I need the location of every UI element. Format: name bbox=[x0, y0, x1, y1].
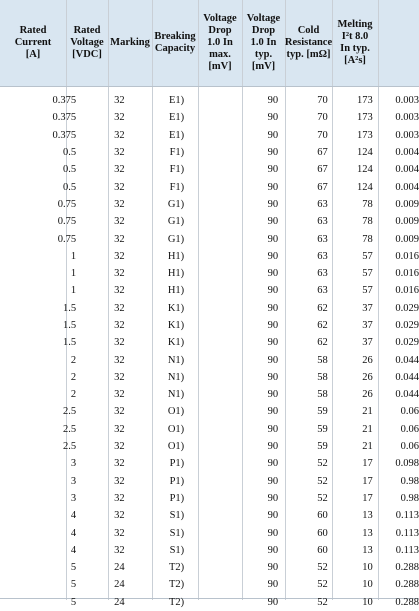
cell-breaking-capacity: 1) bbox=[175, 492, 185, 504]
cell-breaking-capacity: 1) bbox=[175, 371, 185, 383]
cell-voltage-drop-typ: 67 bbox=[317, 147, 328, 159]
table-row bbox=[0, 213, 419, 230]
header-rated-current: Rated Current [A] bbox=[14, 25, 52, 60]
cell-marking: G bbox=[167, 216, 176, 228]
cell-rated-current: 3 bbox=[70, 458, 77, 470]
cell-rated-voltage: 32 bbox=[114, 112, 125, 124]
cell-melting-i2t: 0.003 bbox=[395, 129, 419, 141]
cell-voltage-drop-max: 90 bbox=[267, 198, 279, 210]
cell-melting-i2t: 0.113 bbox=[395, 544, 419, 556]
cell-breaking-capacity: 1) bbox=[175, 406, 185, 418]
cell-voltage-drop-max: 90 bbox=[267, 596, 279, 608]
cell-voltage-drop-typ: 63 bbox=[317, 198, 328, 210]
cell-voltage-drop-max: 90 bbox=[267, 371, 279, 383]
table-row bbox=[0, 317, 419, 334]
cell-marking: E bbox=[169, 112, 176, 124]
cell-breaking-capacity: 1) bbox=[175, 285, 185, 297]
cell-voltage-drop-max: 90 bbox=[267, 250, 279, 262]
cell-voltage-drop-typ: 70 bbox=[317, 95, 328, 107]
cell-voltage-drop-typ: 63 bbox=[317, 268, 328, 280]
cell-cold-resistance: 37 bbox=[362, 337, 373, 349]
cell-voltage-drop-typ: 62 bbox=[317, 302, 328, 314]
cell-rated-voltage: 32 bbox=[114, 441, 125, 453]
cell-cold-resistance: 13 bbox=[362, 544, 373, 556]
cell-voltage-drop-max: 90 bbox=[267, 147, 279, 159]
cell-rated-voltage: 32 bbox=[114, 233, 125, 245]
cell-cold-resistance: 173 bbox=[357, 112, 373, 124]
cell-rated-current: 3 bbox=[70, 492, 77, 504]
cell-cold-resistance: 173 bbox=[357, 95, 373, 107]
cell-rated-current: 1 bbox=[70, 268, 77, 280]
cell-melting-i2t: 0.016 bbox=[395, 268, 419, 280]
fuse-data-table bbox=[0, 92, 419, 611]
cell-melting-i2t: 0.044 bbox=[395, 354, 419, 366]
cell-rated-voltage: 32 bbox=[114, 423, 125, 435]
cell-rated-voltage: 32 bbox=[114, 544, 125, 556]
cell-rated-current: 0.375 bbox=[52, 129, 77, 141]
cell-voltage-drop-typ: 52 bbox=[317, 596, 328, 608]
cell-rated-voltage: 32 bbox=[114, 371, 125, 383]
table-row bbox=[0, 161, 419, 178]
cell-cold-resistance: 26 bbox=[362, 389, 373, 401]
cell-voltage-drop-typ: 63 bbox=[317, 285, 328, 297]
cell-rated-current: 1 bbox=[70, 250, 77, 262]
header-voltage-drop-typ: Voltage Drop 1.0 In typ. [mV] bbox=[246, 13, 281, 72]
cell-cold-resistance: 78 bbox=[362, 216, 373, 228]
cell-voltage-drop-max: 90 bbox=[267, 233, 279, 245]
cell-rated-voltage: 32 bbox=[114, 250, 125, 262]
cell-rated-current: 1.5 bbox=[63, 320, 77, 331]
cell-voltage-drop-max: 90 bbox=[267, 302, 279, 314]
cell-voltage-drop-max: 90 bbox=[267, 164, 279, 176]
cell-breaking-capacity: 1) bbox=[175, 389, 185, 401]
cell-rated-current: 1 bbox=[70, 285, 77, 297]
cell-melting-i2t: 0.98 bbox=[400, 492, 419, 504]
cell-rated-voltage: 32 bbox=[114, 510, 125, 522]
cell-breaking-capacity: 1) bbox=[175, 233, 185, 245]
cell-cold-resistance: 78 bbox=[362, 198, 373, 210]
cell-melting-i2t: 0.004 bbox=[395, 181, 419, 193]
cell-voltage-drop-typ: 70 bbox=[317, 112, 328, 124]
cell-voltage-drop-max: 90 bbox=[267, 337, 279, 349]
cell-breaking-capacity: 1) bbox=[175, 544, 185, 556]
cell-voltage-drop-typ: 52 bbox=[317, 579, 328, 591]
cell-voltage-drop-typ: 63 bbox=[317, 250, 328, 262]
cell-rated-voltage: 32 bbox=[114, 527, 125, 539]
table-row bbox=[0, 594, 419, 611]
cell-cold-resistance: 10 bbox=[362, 596, 373, 608]
cell-voltage-drop-typ: 58 bbox=[317, 371, 328, 383]
cell-marking: S bbox=[169, 544, 176, 556]
cell-rated-voltage: 32 bbox=[114, 268, 125, 280]
cell-cold-resistance: 57 bbox=[362, 268, 373, 280]
header-breaking-capacity: Breaking Capacity bbox=[154, 31, 196, 54]
cell-voltage-drop-typ: 59 bbox=[317, 406, 328, 418]
cell-cold-resistance: 13 bbox=[362, 510, 373, 522]
header-marking: Marking bbox=[110, 37, 150, 48]
cell-cold-resistance: 37 bbox=[362, 302, 373, 314]
cell-breaking-capacity: 1) bbox=[175, 320, 185, 331]
cell-cold-resistance: 10 bbox=[362, 562, 373, 574]
cell-cold-resistance: 21 bbox=[362, 423, 373, 435]
table-row bbox=[0, 386, 419, 403]
cell-rated-voltage: 32 bbox=[114, 302, 125, 314]
cell-voltage-drop-typ: 60 bbox=[317, 510, 328, 522]
cell-voltage-drop-max: 90 bbox=[267, 354, 279, 366]
cell-rated-current: 2.5 bbox=[63, 423, 77, 435]
cell-voltage-drop-typ: 52 bbox=[317, 475, 328, 487]
cell-rated-current: 0.75 bbox=[57, 198, 77, 210]
cell-marking: T bbox=[169, 596, 176, 608]
cell-rated-current: 4 bbox=[70, 510, 77, 522]
cell-breaking-capacity: 2) bbox=[175, 596, 185, 608]
header-divider bbox=[0, 86, 419, 87]
table-row bbox=[0, 265, 419, 282]
cell-breaking-capacity: 1) bbox=[175, 510, 185, 522]
header-cold-resistance: Cold Resistance typ. [mΩ] bbox=[284, 25, 333, 60]
cell-melting-i2t: 0.06 bbox=[400, 423, 419, 435]
cell-rated-voltage: 32 bbox=[114, 95, 125, 107]
cell-breaking-capacity: 1) bbox=[175, 250, 185, 262]
cell-voltage-drop-max: 90 bbox=[267, 441, 279, 453]
table-row bbox=[0, 507, 419, 524]
cell-voltage-drop-max: 90 bbox=[267, 544, 279, 556]
cell-marking: E bbox=[169, 95, 176, 107]
cell-voltage-drop-typ: 67 bbox=[317, 164, 328, 176]
cell-cold-resistance: 17 bbox=[362, 492, 373, 504]
cell-voltage-drop-max: 90 bbox=[267, 129, 279, 141]
table-row bbox=[0, 455, 419, 472]
cell-rated-current: 0.5 bbox=[63, 164, 77, 176]
cell-breaking-capacity: 1) bbox=[175, 147, 185, 159]
cell-breaking-capacity: 1) bbox=[175, 181, 185, 193]
table-body bbox=[0, 92, 419, 611]
cell-cold-resistance: 124 bbox=[357, 164, 373, 176]
cell-marking: G bbox=[167, 198, 176, 210]
table-row bbox=[0, 490, 419, 507]
cell-voltage-drop-typ: 52 bbox=[317, 562, 328, 574]
cell-voltage-drop-max: 90 bbox=[267, 268, 279, 280]
cell-marking: H bbox=[167, 250, 176, 262]
cell-cold-resistance: 78 bbox=[362, 233, 373, 245]
header-rated-voltage: Rated Voltage [VDC] bbox=[70, 25, 104, 60]
cell-voltage-drop-typ: 60 bbox=[317, 544, 328, 556]
cell-breaking-capacity: 1) bbox=[175, 198, 185, 210]
cell-melting-i2t: 0.029 bbox=[395, 337, 419, 349]
cell-rated-voltage: 32 bbox=[114, 458, 125, 470]
cell-melting-i2t: 0.06 bbox=[400, 441, 419, 453]
cell-melting-i2t: 0.004 bbox=[395, 164, 419, 176]
table-row bbox=[0, 144, 419, 161]
cell-voltage-drop-max: 90 bbox=[267, 579, 279, 591]
header-voltage-drop-max: Voltage Drop 1.0 In max. [mV] bbox=[203, 13, 237, 72]
cell-voltage-drop-max: 90 bbox=[267, 285, 279, 297]
table-row bbox=[0, 92, 419, 109]
cell-rated-current: 4 bbox=[70, 527, 77, 539]
cell-breaking-capacity: 1) bbox=[175, 164, 185, 176]
cell-marking: O bbox=[167, 441, 176, 453]
table-row bbox=[0, 369, 419, 386]
cell-rated-voltage: 24 bbox=[114, 562, 125, 574]
cell-voltage-drop-typ: 52 bbox=[317, 458, 328, 470]
cell-rated-current: 0.375 bbox=[52, 95, 77, 107]
cell-voltage-drop-typ: 59 bbox=[317, 441, 328, 453]
cell-rated-current: 0.5 bbox=[63, 147, 77, 159]
cell-melting-i2t: 0.06 bbox=[400, 406, 419, 418]
cell-marking: F bbox=[169, 164, 176, 176]
cell-voltage-drop-max: 90 bbox=[267, 389, 279, 401]
table-row bbox=[0, 282, 419, 299]
table-row bbox=[0, 524, 419, 541]
cell-rated-voltage: 32 bbox=[114, 492, 125, 504]
cell-rated-voltage: 32 bbox=[114, 129, 125, 141]
table-row bbox=[0, 576, 419, 593]
cell-melting-i2t: 0.044 bbox=[395, 389, 419, 401]
cell-rated-current: 4 bbox=[70, 544, 77, 556]
cell-voltage-drop-max: 90 bbox=[267, 458, 279, 470]
cell-voltage-drop-typ: 60 bbox=[317, 527, 328, 539]
cell-marking: G bbox=[167, 233, 176, 245]
cell-marking: S bbox=[169, 510, 176, 522]
cell-marking: K bbox=[167, 337, 176, 349]
cell-marking: E bbox=[169, 129, 176, 141]
cell-cold-resistance: 17 bbox=[362, 475, 373, 487]
cell-cold-resistance: 13 bbox=[362, 527, 373, 539]
cell-rated-voltage: 32 bbox=[114, 285, 125, 297]
cell-rated-voltage: 32 bbox=[114, 164, 125, 176]
cell-breaking-capacity: 1) bbox=[175, 354, 185, 366]
table-row bbox=[0, 334, 419, 351]
cell-voltage-drop-typ: 58 bbox=[317, 354, 328, 366]
cell-marking: T bbox=[169, 579, 176, 591]
cell-voltage-drop-max: 90 bbox=[267, 95, 279, 107]
cell-rated-current: 0.5 bbox=[63, 181, 77, 193]
cell-marking: S bbox=[169, 527, 176, 539]
cell-cold-resistance: 26 bbox=[362, 371, 373, 383]
cell-voltage-drop-typ: 63 bbox=[317, 216, 328, 228]
cell-marking: N bbox=[167, 354, 176, 366]
cell-rated-voltage: 32 bbox=[114, 198, 125, 210]
cell-rated-current: 2 bbox=[70, 354, 77, 366]
cell-rated-voltage: 32 bbox=[114, 337, 125, 349]
cell-voltage-drop-max: 90 bbox=[267, 181, 279, 193]
cell-melting-i2t: 0.029 bbox=[395, 320, 419, 331]
cell-rated-current: 0.75 bbox=[57, 233, 77, 245]
cell-marking: P bbox=[169, 475, 176, 487]
table-row bbox=[0, 178, 419, 195]
cell-rated-voltage: 24 bbox=[114, 579, 125, 591]
cell-rated-current: 1.5 bbox=[63, 337, 77, 349]
cell-melting-i2t: 0.004 bbox=[395, 147, 419, 159]
cell-rated-voltage: 32 bbox=[114, 320, 125, 331]
cell-rated-current: 5 bbox=[70, 562, 77, 574]
table-row bbox=[0, 473, 419, 490]
cell-marking: O bbox=[167, 406, 176, 418]
cell-melting-i2t: 0.003 bbox=[395, 95, 419, 107]
table-row bbox=[0, 300, 419, 317]
cell-marking: K bbox=[167, 320, 176, 331]
cell-melting-i2t: 0.98 bbox=[400, 475, 419, 487]
cell-voltage-drop-max: 90 bbox=[267, 527, 279, 539]
cell-cold-resistance: 37 bbox=[362, 320, 373, 331]
cell-breaking-capacity: 1) bbox=[175, 475, 185, 487]
cell-rated-voltage: 32 bbox=[114, 389, 125, 401]
cell-cold-resistance: 124 bbox=[357, 147, 373, 159]
cell-rated-current: 1.5 bbox=[63, 302, 77, 314]
cell-voltage-drop-typ: 63 bbox=[317, 233, 328, 245]
cell-breaking-capacity: 1) bbox=[175, 268, 185, 280]
cell-rated-voltage: 32 bbox=[114, 216, 125, 228]
cell-rated-current: 5 bbox=[70, 579, 77, 591]
cell-rated-voltage: 32 bbox=[114, 147, 125, 159]
table-row bbox=[0, 421, 419, 438]
cell-voltage-drop-max: 90 bbox=[267, 320, 279, 331]
table-row bbox=[0, 248, 419, 265]
cell-breaking-capacity: 1) bbox=[175, 216, 185, 228]
table-row bbox=[0, 127, 419, 144]
cell-rated-voltage: 24 bbox=[114, 596, 125, 608]
table-row bbox=[0, 542, 419, 559]
cell-cold-resistance: 17 bbox=[362, 458, 373, 470]
header-melting-i2t: Melting I²t 8.0 In typ. [A²s] bbox=[337, 19, 373, 66]
cell-melting-i2t: 0.098 bbox=[395, 458, 419, 470]
cell-marking: N bbox=[167, 371, 176, 383]
cell-melting-i2t: 0.009 bbox=[395, 198, 419, 210]
cell-melting-i2t: 0.113 bbox=[395, 510, 419, 522]
cell-breaking-capacity: 1) bbox=[175, 337, 185, 349]
cell-voltage-drop-typ: 58 bbox=[317, 389, 328, 401]
cell-marking: O bbox=[167, 423, 176, 435]
cell-rated-voltage: 32 bbox=[114, 181, 125, 193]
cell-cold-resistance: 57 bbox=[362, 285, 373, 297]
cell-rated-current: 2 bbox=[70, 371, 77, 383]
cell-breaking-capacity: 1) bbox=[175, 95, 185, 107]
cell-voltage-drop-max: 90 bbox=[267, 510, 279, 522]
cell-marking: T bbox=[169, 562, 176, 574]
cell-breaking-capacity: 1) bbox=[175, 112, 185, 124]
table-row bbox=[0, 559, 419, 576]
cell-voltage-drop-typ: 62 bbox=[317, 337, 328, 349]
cell-melting-i2t: 0.288 bbox=[395, 562, 419, 574]
cell-breaking-capacity: 1) bbox=[175, 458, 185, 470]
cell-marking: P bbox=[169, 458, 176, 470]
cell-marking: H bbox=[167, 268, 176, 280]
cell-melting-i2t: 0.016 bbox=[395, 285, 419, 297]
cell-melting-i2t: 0.029 bbox=[395, 302, 419, 314]
cell-breaking-capacity: 1) bbox=[175, 527, 185, 539]
cell-voltage-drop-typ: 70 bbox=[317, 129, 328, 141]
cell-rated-current: 0.75 bbox=[57, 216, 77, 228]
table-row bbox=[0, 438, 419, 455]
cell-voltage-drop-typ: 62 bbox=[317, 320, 328, 331]
cell-rated-voltage: 32 bbox=[114, 475, 125, 487]
table-row bbox=[0, 230, 419, 247]
cell-melting-i2t: 0.003 bbox=[395, 112, 419, 124]
table-row bbox=[0, 351, 419, 368]
cell-cold-resistance: 57 bbox=[362, 250, 373, 262]
cell-breaking-capacity: 2) bbox=[175, 579, 185, 591]
cell-rated-current: 5 bbox=[70, 596, 77, 608]
cell-rated-voltage: 32 bbox=[114, 406, 125, 418]
cell-voltage-drop-typ: 59 bbox=[317, 423, 328, 435]
cell-rated-current: 3 bbox=[70, 475, 77, 487]
cell-voltage-drop-typ: 67 bbox=[317, 181, 328, 193]
cell-marking: K bbox=[167, 302, 176, 314]
cell-voltage-drop-max: 90 bbox=[267, 112, 279, 124]
cell-marking: H bbox=[167, 285, 176, 297]
cell-cold-resistance: 26 bbox=[362, 354, 373, 366]
cell-melting-i2t: 0.044 bbox=[395, 371, 419, 383]
cell-rated-current: 2.5 bbox=[63, 441, 77, 453]
table-row bbox=[0, 196, 419, 213]
cell-voltage-drop-max: 90 bbox=[267, 406, 279, 418]
cell-breaking-capacity: 1) bbox=[175, 441, 185, 453]
cell-melting-i2t: 0.113 bbox=[395, 527, 419, 539]
cell-cold-resistance: 21 bbox=[362, 406, 373, 418]
cell-rated-current: 2 bbox=[70, 389, 77, 401]
cell-cold-resistance: 173 bbox=[357, 129, 373, 141]
cell-breaking-capacity: 1) bbox=[175, 302, 185, 314]
cell-rated-current: 0.375 bbox=[52, 112, 77, 124]
cell-melting-i2t: 0.288 bbox=[395, 596, 419, 608]
cell-melting-i2t: 0.009 bbox=[395, 233, 419, 245]
cell-voltage-drop-max: 90 bbox=[267, 475, 279, 487]
cell-voltage-drop-max: 90 bbox=[267, 562, 279, 574]
cell-marking: F bbox=[169, 181, 176, 193]
cell-voltage-drop-max: 90 bbox=[267, 423, 279, 435]
cell-rated-voltage: 32 bbox=[114, 354, 125, 366]
table-row bbox=[0, 109, 419, 126]
cell-breaking-capacity: 2) bbox=[175, 562, 185, 574]
cell-marking: P bbox=[169, 492, 176, 504]
cell-melting-i2t: 0.016 bbox=[395, 250, 419, 262]
cell-breaking-capacity: 1) bbox=[175, 129, 185, 141]
cell-voltage-drop-typ: 52 bbox=[317, 492, 328, 504]
cell-cold-resistance: 124 bbox=[357, 181, 373, 193]
cell-voltage-drop-max: 90 bbox=[267, 492, 279, 504]
table-row bbox=[0, 403, 419, 420]
cell-melting-i2t: 0.288 bbox=[395, 579, 419, 591]
cell-cold-resistance: 21 bbox=[362, 441, 373, 453]
cell-marking: F bbox=[169, 147, 176, 159]
cell-rated-current: 2.5 bbox=[63, 406, 77, 418]
cell-cold-resistance: 10 bbox=[362, 579, 373, 591]
cell-voltage-drop-max: 90 bbox=[267, 216, 279, 228]
cell-marking: N bbox=[167, 389, 176, 401]
cell-melting-i2t: 0.009 bbox=[395, 216, 419, 228]
cell-breaking-capacity: 1) bbox=[175, 423, 185, 435]
